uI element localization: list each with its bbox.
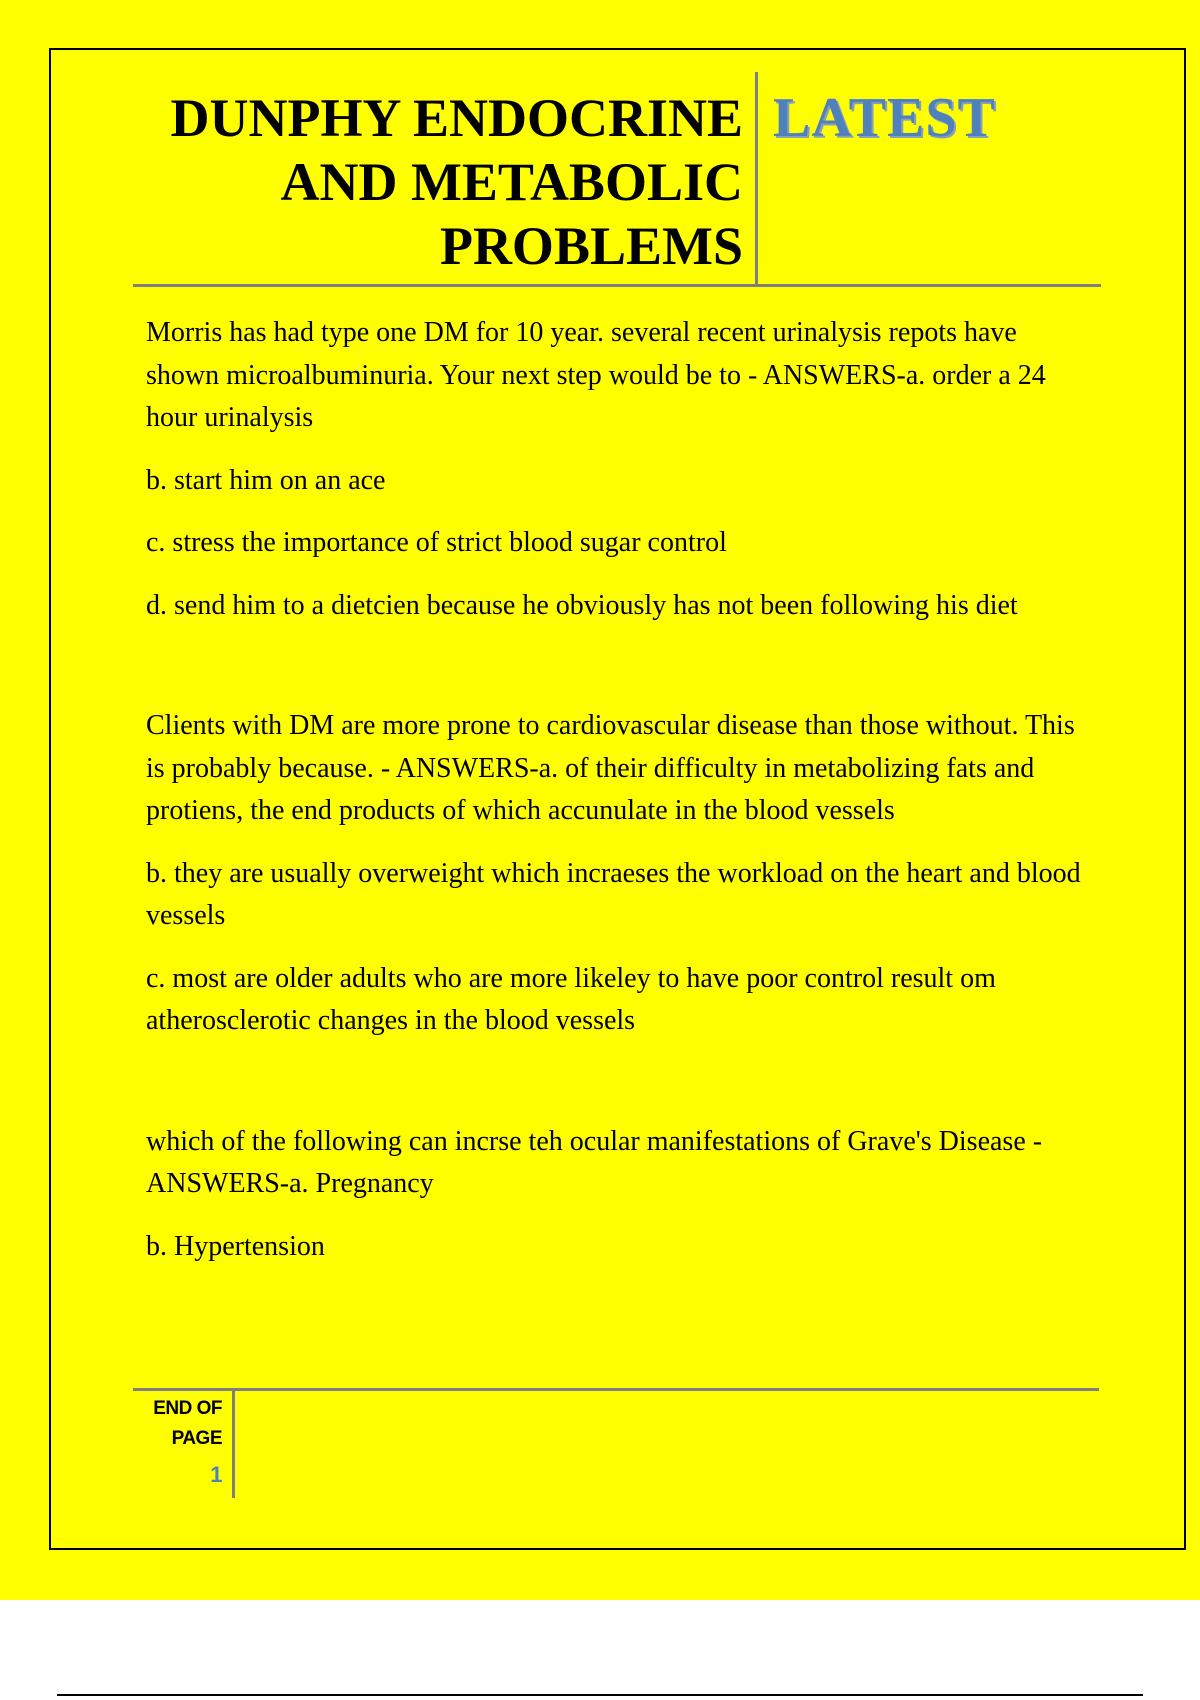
title-line-1: DUNPHY ENDOCRINE [170, 88, 743, 148]
q1-option-b: b. start him on an ace [146, 464, 386, 496]
footer-line-1: END OF [153, 1398, 222, 1419]
bottom-separator [57, 1694, 1143, 1696]
q2-option-c: c. most are older adults who are more likeley to have poor control result om atherosclerotic changes in the blood vessels [146, 962, 996, 1036]
q1-option-d: d. send him to a dietcien because he obviously has not been following his diet [146, 589, 1018, 621]
footer-divider [133, 1388, 1099, 1391]
q1-stem: Morris has had type one DM for 10 year. several recent urinalysis repots have shown microalbuminuria. Your next step would be to - ANSWERS-a. order a 24 hour urinalysis [146, 317, 1046, 433]
q3-stem: which of the following can incrse teh ocular manifestations of Grave's Disease - ANSWERS-a. Pregnancy [146, 1125, 1043, 1199]
document-title [133, 72, 758, 284]
document-body [146, 312, 1096, 1288]
title-line-2: AND METABOLIC [280, 152, 743, 212]
footer-line-2: PAGE [171, 1428, 222, 1449]
page-footer [133, 1390, 235, 1498]
latest-tag: LATEST [773, 87, 996, 149]
title-divider [133, 284, 1101, 287]
page-number: 1 [210, 1462, 222, 1487]
title-block [133, 72, 1101, 284]
title-line-3: PROBLEMS [439, 216, 743, 276]
q2-option-b: b. they are usually overweight which incraeses the workload on the heart and blood vessels [146, 857, 1081, 931]
q1-option-c: c. stress the importance of strict blood sugar control [146, 527, 727, 558]
q2-stem: Clients with DM are more prone to cardiovascular disease than those without. This is probably because. - ANSWERS-a. of their difficulty in metabolizing fats and protiens, the end products of which accunulate in the blood vessels [146, 710, 1075, 826]
q3-option-b: b. Hypertension [146, 1230, 325, 1262]
